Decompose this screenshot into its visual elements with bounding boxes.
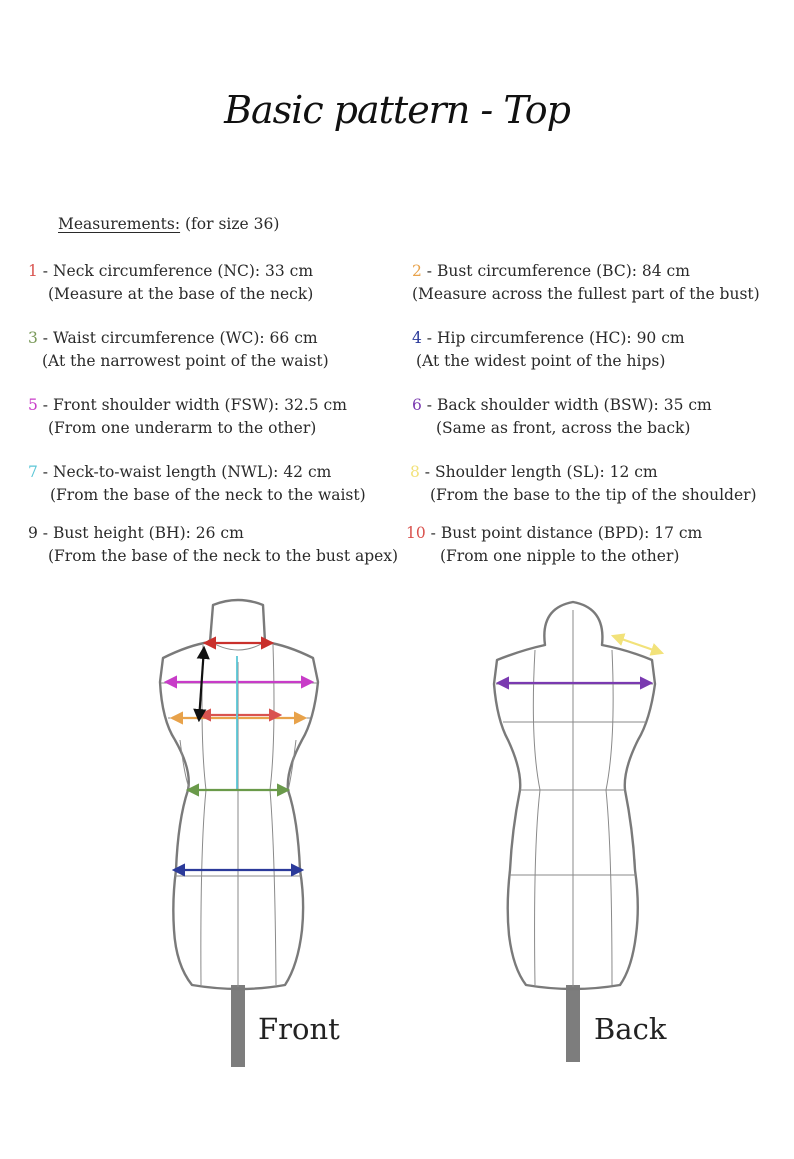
item-label: - Bust height (BH): 26 cm [37, 524, 244, 542]
item-description: (Measure at the base of the neck) [48, 285, 314, 303]
item-number: 1 [28, 262, 38, 280]
front-label: Front [258, 1012, 340, 1046]
measurements-heading-label: Measurements: [58, 215, 181, 233]
item-label: - Bust point distance (BPD): 17 cm [425, 524, 703, 542]
item-description: (From the base to the tip of the shoulder) [430, 486, 757, 504]
item-label: - Neck-to-waist length (NWL): 42 cm [37, 463, 332, 481]
item-description: (From the base of the neck to the waist) [50, 486, 366, 504]
item-label: - Hip circumference (HC): 90 cm [421, 329, 685, 347]
item-number: 3 [28, 329, 38, 347]
measurements-size-note: (for size 36) [185, 215, 280, 233]
item-number: 9 [28, 524, 38, 542]
page-title: Basic pattern - Top [224, 88, 570, 132]
bust-height-line [199, 648, 204, 720]
item-label: - Waist circumference (WC): 66 cm [37, 329, 318, 347]
item-number: 5 [28, 396, 38, 414]
front-mannequin [160, 600, 318, 1067]
item-description: (From one nipple to the other) [440, 547, 680, 565]
front-body-outline [160, 600, 318, 989]
item-description: (At the narrowest point of the waist) [42, 352, 329, 370]
back-mannequin [494, 602, 655, 1062]
item-label: - Back shoulder width (BSW): 35 cm [421, 396, 712, 414]
item-number: 2 [412, 262, 422, 280]
item-label: - Bust circumference (BC): 84 cm [421, 262, 690, 280]
item-description: (From the base of the neck to the bust apex) [48, 547, 399, 565]
item-label: - Neck circumference (NC): 33 cm [37, 262, 314, 280]
back-body-outline [494, 602, 655, 989]
item-number: 7 [28, 463, 38, 481]
item-number: 10 [406, 524, 426, 542]
item-number: 8 [410, 463, 420, 481]
back-stand-pole [566, 985, 580, 1062]
item-description: (At the widest point of the hips) [416, 352, 666, 370]
item-description: (Same as front, across the back) [436, 419, 691, 437]
front-stand-pole [231, 985, 245, 1067]
item-description: (Measure across the fullest part of the bust) [412, 285, 760, 303]
item-label: - Shoulder length (SL): 12 cm [419, 463, 658, 481]
item-description: (From one underarm to the other) [48, 419, 317, 437]
back-label: Back [594, 1012, 667, 1046]
item-number: 6 [412, 396, 422, 414]
item-number: 4 [412, 329, 422, 347]
item-label: - Front shoulder width (FSW): 32.5 cm [37, 396, 347, 414]
